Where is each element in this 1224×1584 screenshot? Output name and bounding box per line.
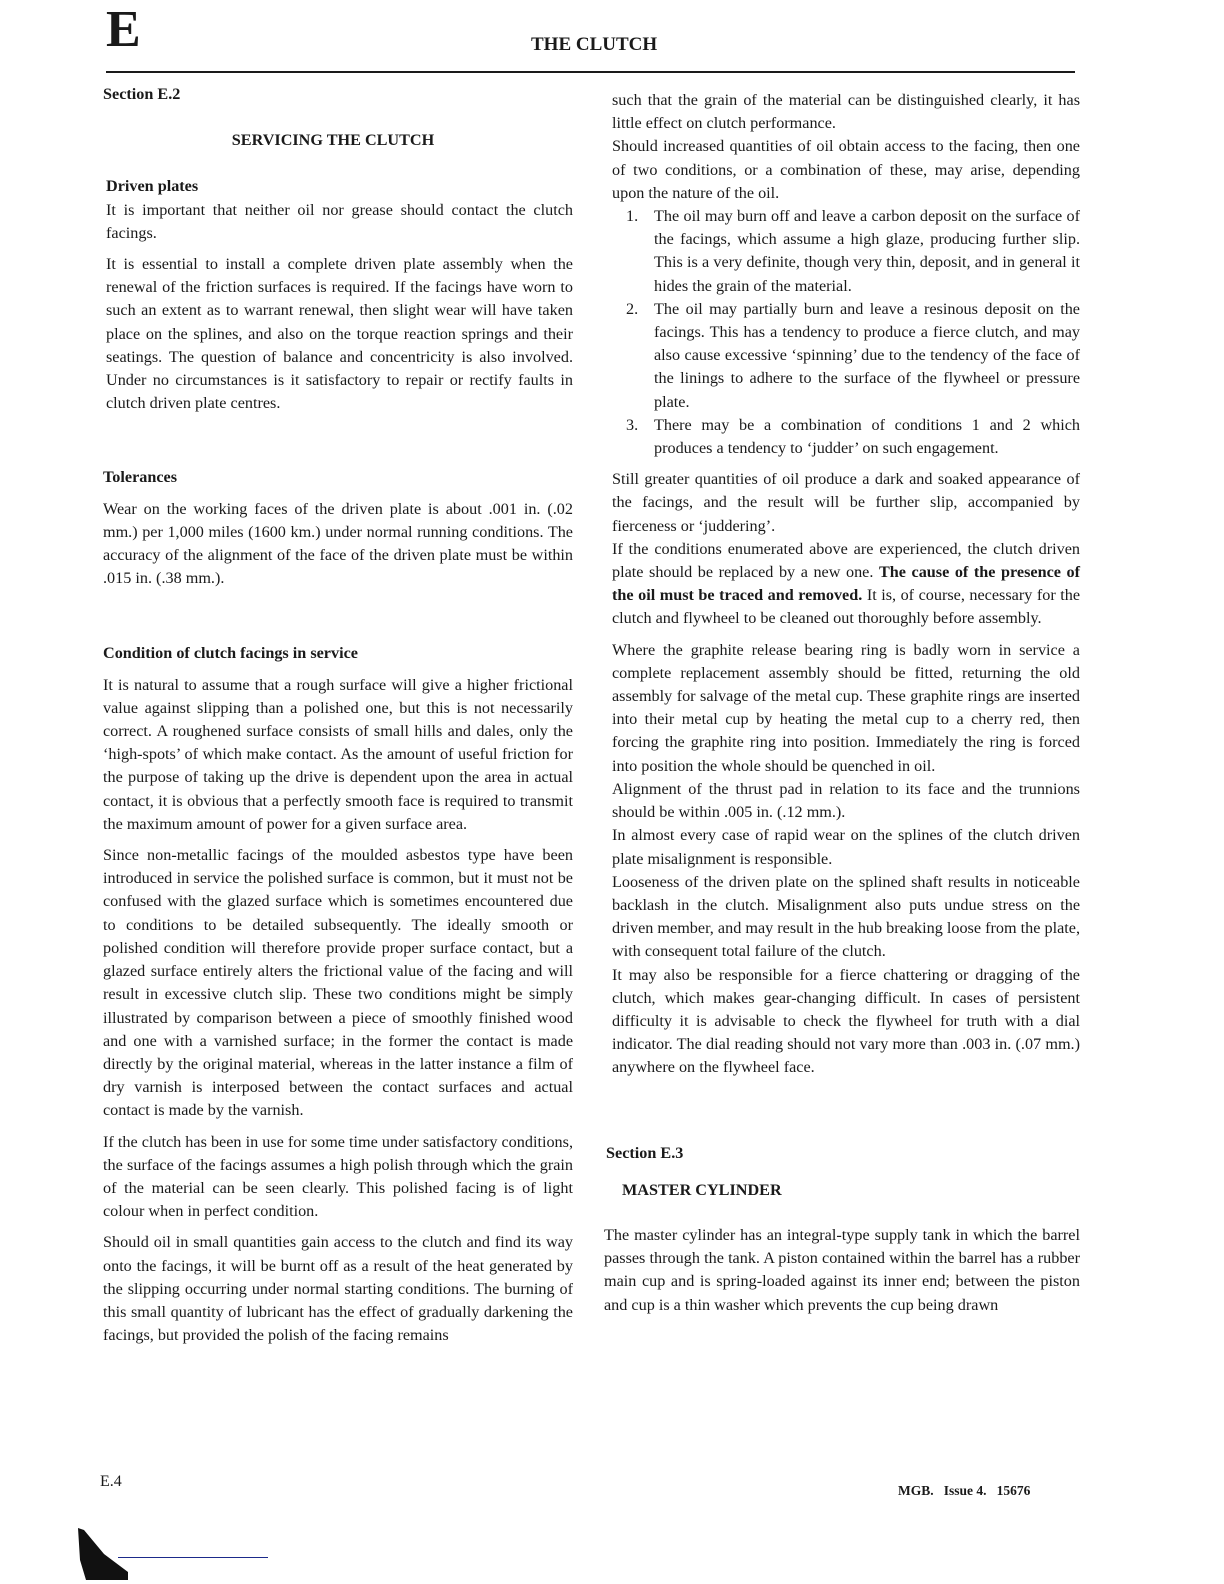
paragraph: such that the grain of the material can be distinguished clearly, it has little effect on clutch performance. — [612, 91, 1080, 133]
list-item — [612, 414, 1080, 460]
paragraph: The master cylinder has an integral-type supply tank in which the barrel passes through the tank. A piston contained within the barrel has a rubber main cup and is spring-loaded against its inner end; between the piston and cup is a thin washer which prevents the cup being drawn — [604, 1225, 1080, 1314]
list-text: The oil may burn off and leave a carbon deposit on the surface of the facings, which assume a high glaze, producing further slip. This is a very definite, though very thin, deposit, and in general it hides the grain of the material. — [654, 207, 1080, 295]
section-label: Section E.2 — [103, 85, 181, 103]
scan-edge-line — [118, 1557, 268, 1558]
right-column — [604, 89, 1081, 1325]
list-item — [612, 205, 1080, 298]
list-number: 3. — [626, 415, 639, 434]
left-column — [103, 83, 573, 1355]
section-letter: E — [106, 1, 141, 58]
issue-reference: MGB. Issue 4. 15676 — [898, 1483, 1031, 1498]
paragraph — [612, 538, 1080, 631]
list-number: 1. — [626, 207, 639, 226]
header-rule — [106, 71, 1075, 73]
subheading-condition: Condition of clutch facings in service — [103, 644, 358, 663]
paragraph: Since non-metallic facings of the moulded asbestos type have been introduced in service the polished surface is common, but it must not be confused with the glazed surface which is sometimes encountered due to conditions to be detailed subsequently. The ideally smooth or polished condition will therefore provide proper surface contact, but a glazed surface entirely alters the frictional value of the facing and will result in excessive clutch slip. These two conditions might be simply illustrated by comparison between a piece of smoothly finished wood and one with a varnished surface; in the former the contact is made directly by the original material, whereas in the latter instance a film of dry varnish is interposed between the contact surfaces and actual contact is made by the varnish. — [103, 846, 573, 1120]
paragraph: It may also be responsible for a fierce chattering or dragging of the clutch, which makes gear-changing difficult. In cases of persistent difficulty it is advisable to check the flywheel for truth with a dial indicator. The dial reading should not vary more than .003 in. (.07 mm.) anywhere on the flywheel face. — [612, 965, 1080, 1077]
paragraph: It is natural to assume that a rough surface will give a higher frictional value against slipping than a polished one, but this is not necessarily correct. A roughened surface consists of small hills and dales, only the ‘high-spots’ of which make contact. As the amount of useful friction for the purpose of taking up the drive is dependent upon the area in actual contact, it is obvious that a perfectly smooth face is required to transmit the maximum amount of power for a given surface area. — [103, 675, 573, 833]
paragraph: If the clutch has been in use for some time under satisfactory conditions, the surface of the facings assumes a high polish through which the grain of the material can be seen clearly. This polished facing is of light colour when in perfect condition. — [103, 1132, 573, 1221]
scan-corner-mark — [76, 1520, 156, 1584]
page-title: THE CLUTCH — [531, 34, 658, 55]
paragraph: Should increased quantities of oil obtain access to the facing, then one of two conditions, or a combination of these, may arise, depending upon the nature of the oil. — [612, 137, 1080, 202]
list-text: There may be a combination of conditions 1 and 2 which produces a tendency to ‘judder’ on such engagement. — [654, 415, 1080, 458]
paragraph: Wear on the working faces of the driven plate is about .001 in. (.02 mm.) per 1,000 miles (1600 km.) under normal running conditions. The accuracy of the alignment of the face of the driven plate must be within .015 in. (.38 mm.). — [103, 499, 573, 588]
paragraph: Alignment of the thrust pad in relation to its face and the trunnions should be within .005 in. (.12 mm.). — [612, 779, 1080, 822]
conditions-list — [612, 205, 1080, 460]
paragraph: It is important that neither oil nor grease should contact the clutch facings. — [106, 200, 573, 242]
section-heading: SERVICING THE CLUTCH — [231, 131, 435, 150]
subheading-tolerances: Tolerances — [103, 468, 178, 487]
subheading-driven-plates: Driven plates — [106, 177, 199, 196]
list-item — [612, 298, 1080, 414]
emphasis-text: The cause of the presence of the oil must be traced and removed. — [612, 563, 1081, 605]
paragraph: Should oil in small quantities gain access to the clutch and find its way onto the facings, it will be burnt off as a result of the heat generated by the slipping occurring under normal starting conditions. The burning of this small quantity of lubricant has the effect of gradually darkening the facings, but provided the polish of the facing remains — [103, 1233, 573, 1345]
paragraph: Still greater quantities of oil produce a dark and soaked appearance of the facings, and the result will be further slip, accompanied by fierceness or ‘juddering’. — [612, 470, 1080, 535]
section-label: Section E.3 — [606, 1143, 684, 1162]
text-run: If the conditions enumerated above are experienced, the clutch driven plate should be replaced by a new one. — [612, 539, 1080, 582]
paragraph: It is essential to install a complete driven plate assembly when the renewal of the friction surfaces is required. If the facings have worn to such an extent as to warrant renewal, then slight wear will have taken place on the splines, and also on the torque reaction springs and their seatings. The question of balance and concentricity is also involved. Under no circumstances is it satisfactory to repair or rectify faults in clutch driven plate centres. — [106, 255, 573, 413]
list-text: The oil may partially burn and leave a resinous deposit on the facings. This has a tendency to produce a fierce clutch, and may also cause excessive ‘spinning’ due to the tendency of the face of the linings to adhere to the surface of the flywheel or pressure plate. — [654, 299, 1080, 411]
paragraph: Looseness of the driven plate on the splined shaft results in noticeable backlash in the clutch. Misalignment also puts undue stress on the driven member, and may result in the hub breaking loose from the plate, with consequent total failure of the clutch. — [612, 872, 1080, 961]
paragraph: In almost every case of rapid wear on the splines of the clutch driven plate misalignment is responsible. — [612, 826, 1080, 868]
text-run: It is, of course, necessary for the clutch and flywheel to be cleaned out thoroughly before assembly. — [612, 586, 1081, 628]
list-number: 2. — [626, 299, 639, 318]
section-heading: MASTER CYLINDER — [622, 1180, 782, 1199]
paragraph: Where the graphite release bearing ring is badly worn in service a complete replacement assembly should be fitted, returning the old assembly for salvage of the metal cup. These graphite rings are inserted into their metal cup by heating the metal cup to a cherry red, then forcing the graphite ring into position. Immediately the ring is forced into position the whole should be quenched in oil. — [612, 640, 1080, 775]
page-number: E.4 — [100, 1473, 122, 1490]
